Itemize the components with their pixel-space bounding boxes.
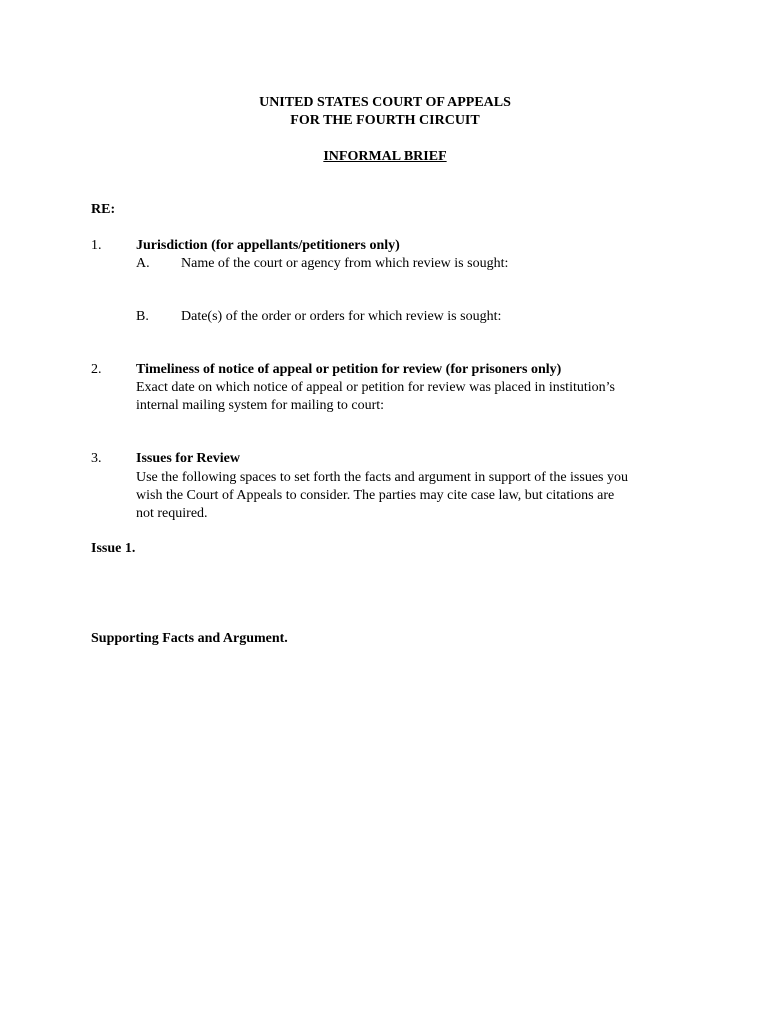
section1-item-b-text: Date(s) of the order or orders for which review is sought: [181, 309, 502, 324]
section1-item-a-text: Name of the court or agency from which review is sought: [181, 256, 509, 271]
section1-heading: Jurisdiction (for appellants/petitioners only) [136, 238, 400, 253]
section2-text-line1: Exact date on which notice of appeal or petition for review was placed in institution’s [136, 380, 615, 395]
form-title-text: INFORMAL BRIEF [323, 149, 447, 164]
re-label: RE: [91, 202, 116, 217]
supporting-facts-label: Supporting Facts and Argument. [91, 631, 288, 646]
section3-text-line3: not required. [136, 506, 208, 521]
section1-item-a-letter: A. [136, 256, 150, 271]
court-name-line1: UNITED STATES COURT OF APPEALS [259, 95, 511, 110]
section1-number: 1. [91, 238, 102, 253]
section2-heading: Timeliness of notice of appeal or petition for review (for prisoners only) [136, 362, 562, 377]
section3-heading: Issues for Review [136, 451, 240, 466]
section2-text-line2: internal mailing system for mailing to court: [136, 398, 385, 413]
section1-item-b-letter: B. [136, 309, 149, 324]
court-name-line2: FOR THE FOURTH CIRCUIT [290, 113, 480, 128]
section3-text-line1: Use the following spaces to set forth the facts and argument in support of the issues you [136, 470, 628, 485]
section3-text-line2: wish the Court of Appeals to consider. The parties may cite case law, but citations are [136, 488, 615, 503]
section3-number: 3. [91, 451, 102, 466]
issue1-label: Issue 1. [91, 541, 136, 556]
section2-number: 2. [91, 362, 102, 377]
form-title [0, 148, 770, 165]
